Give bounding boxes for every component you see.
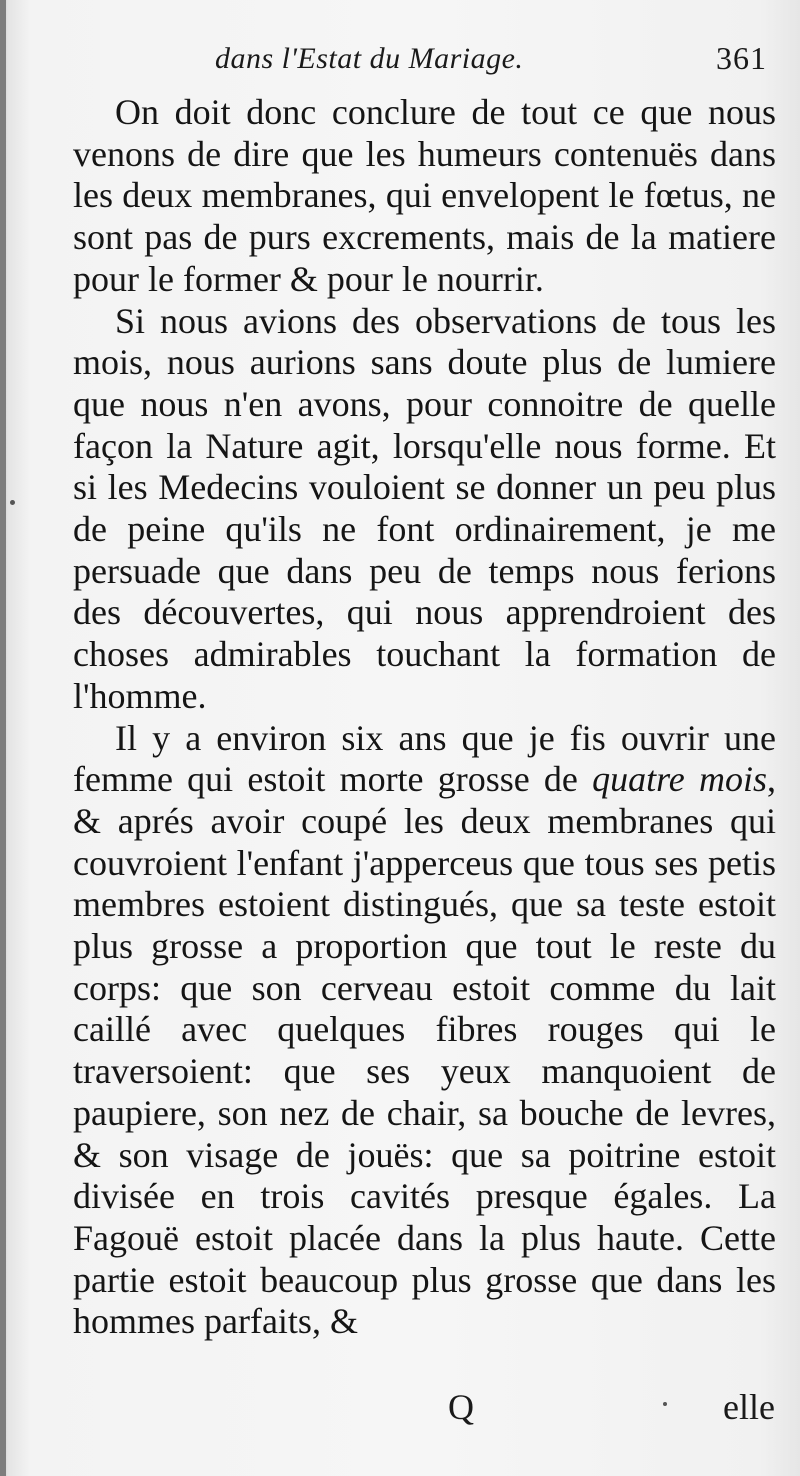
paragraph-3-text-end: , & aprés avoir coupé les deux membranes qui couvroient l'enfant j'apperceus que tous ses petis membres estoient distingués, que sa teste estoit plus grosse a proportion que tout le reste du corps: que son cerveau estoit comme du lait caillé avec quelques fibres rouges qui le traversoient: que ses yeux manquoient de paupiere, son nez de chair, sa bouche de levres, & son visage de jouës: que sa poitrine estoit divisée en trois cavités presque égales. La Fagouë estoit placée dans la plus haute. Cette partie estoit beaucoup plus grosse que dans les hommes parfaits, & — [73, 759, 776, 1342]
signature-mark: Q — [448, 1387, 474, 1427]
paragraph-3 — [73, 718, 776, 1344]
page-gutter — [0, 0, 6, 1476]
page-number: 361 — [716, 40, 767, 76]
page-footer — [60, 1386, 775, 1446]
catchword: elle — [723, 1387, 775, 1427]
body-text — [73, 92, 776, 1343]
paragraph-3-text-start: Il y a environ six ans que je fis ouvrir une femme qui estoit morte grosse de — [73, 717, 776, 800]
paragraph-2: Si nous avions des observations de tous les mois, nous aurions sans doute plus de lumiere que nous n'en avons, pour connoitre de quelle façon la Nature agit, lorsqu'elle nous forme. Et si les Medecins vouloient se donner un peu plus de peine qu'ils ne font ordinairement, je me persuade que dans peu de temps nous ferions des découvertes, qui nous apprendroient des choses admirables touchant la formation de l'homme. — [73, 300, 776, 716]
ink-speck — [10, 500, 15, 505]
ink-speck — [663, 1402, 667, 1406]
paragraph-1: On doit donc conclure de tout ce que nous venons de dire que les humeurs contenuës dans les deux membranes, qui envelopent le fœtus, ne sont pas de purs excrements, mais de la matiere pour le former & pour le nourrir. — [73, 92, 776, 299]
running-head: dans l'Estat du Mariage. — [215, 42, 524, 75]
page-header — [60, 34, 775, 90]
paragraph-3-emphasis: quatre mois — [592, 759, 767, 800]
